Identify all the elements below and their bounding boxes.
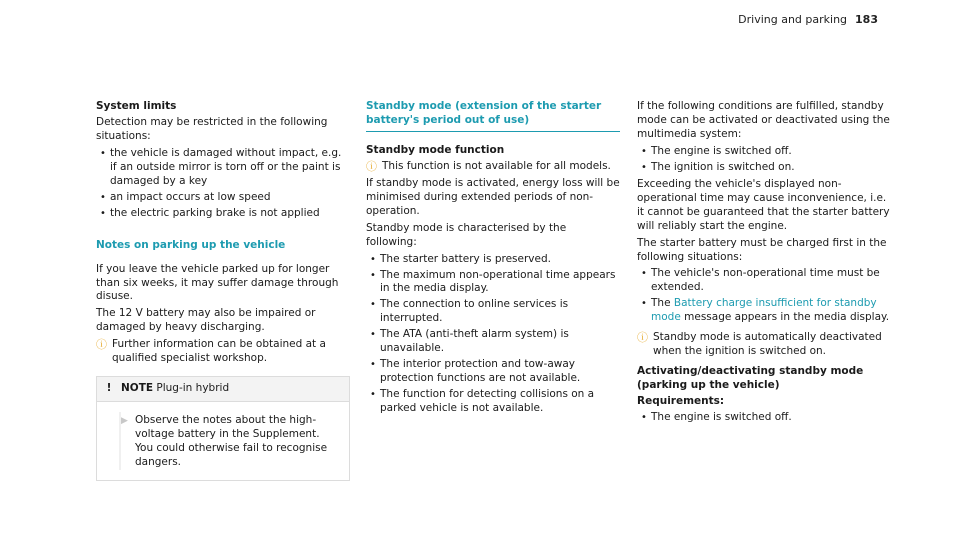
requirements-title: Requirements:: [637, 395, 725, 408]
note-subject: Plug-in hybrid: [156, 382, 230, 395]
list-item: • an impact occurs at low speed: [96, 191, 350, 205]
info-text: Further information can be obtained at a qualified specialist workshop.: [112, 338, 326, 365]
charge-paragraph: The starter battery must be charged first in the following situations:: [637, 236, 887, 263]
note-body: [97, 402, 349, 480]
info-icon: ⓘ: [96, 338, 107, 352]
list-item: • The engine is switched off.: [637, 411, 893, 425]
list-item-prefix: The: [651, 297, 671, 310]
column-2: [366, 100, 620, 419]
info-icon: ⓘ: [366, 159, 377, 173]
system-limits-list: [96, 147, 350, 221]
list-item: • The maximum non-operational time appears in the media display.: [366, 269, 620, 297]
conditions-list: [637, 145, 893, 175]
info-note: [96, 338, 350, 366]
standby-feature-list: [366, 253, 620, 416]
info-icon: ⓘ: [637, 331, 648, 345]
list-item: • the electric parking brake is not applied: [96, 207, 350, 221]
info-note: [637, 331, 893, 359]
note-header: [97, 377, 349, 402]
notes-paragraph-1: If you leave the vehicle parked up for longer than six weeks, it may suffer damage through disuse.: [96, 262, 339, 303]
list-item: • the vehicle is damaged without impact, e.g. if an outside mirror is torn off or the paint is damaged by a key: [96, 147, 350, 189]
list-item: • The function for detecting collisions on a parked vehicle is not available.: [366, 388, 620, 416]
info-text: Standby mode is automatically deactivated when the ignition is switched on.: [653, 331, 882, 358]
column-3: [637, 100, 893, 428]
exceeding-paragraph: Exceeding the vehicle's displayed non-operational time may cause inconvenience, i.e. it cannot be guaranteed that the starter battery will reliably start the engine.: [637, 177, 890, 232]
notes-paragraph-2: The 12 V battery may also be impaired or damaged by heavy discharging.: [96, 307, 316, 334]
list-item: • The ignition is switched on.: [637, 161, 893, 175]
list-item: • The ATA (anti-theft alarm system) is unavailable.: [366, 328, 620, 356]
notes-parking-title: Notes on parking up the vehicle: [96, 238, 286, 251]
list-item: • The interior protection and tow-away protection functions are not available.: [366, 358, 620, 386]
info-text: This function is not available for all models.: [382, 159, 611, 172]
note-step: [119, 412, 339, 470]
info-note: [366, 160, 620, 174]
note-label: NOTE: [121, 382, 154, 395]
column-1: [96, 100, 350, 481]
standby-paragraph-1: If standby mode is activated, energy loss will be minimised during extended periods of non-operation.: [366, 176, 620, 217]
list-item: • The vehicle's non-operational time must be extended.: [637, 267, 893, 295]
arrow-right-icon: ▶: [121, 416, 128, 427]
system-limits-title: System limits: [96, 100, 177, 112]
list-item-suffix: message appears in the media display.: [684, 311, 890, 324]
list-item: • The connection to online services is interrupted.: [366, 298, 620, 326]
activate-title: Activating/deactivating standby mode (parking up the vehicle): [637, 365, 864, 392]
section-title: Driving and parking: [738, 13, 848, 26]
list-item: [637, 297, 893, 325]
battery-message-link[interactable]: Battery charge insufficient for standby mode: [651, 297, 877, 324]
page-number: 183: [855, 13, 878, 26]
list-item: • The starter battery is preserved.: [366, 253, 620, 267]
note-step-text: Observe the notes about the high-voltage battery in the Supplement. You could otherwise fail to recognise dangers.: [135, 414, 328, 469]
exclamation-icon: !: [106, 382, 112, 395]
requirements-list: [637, 411, 893, 425]
system-limits-intro: Detection may be restricted in the following situations:: [96, 115, 328, 142]
conditions-intro: If the following conditions are fulfilled, standby mode can be activated or deactivated using the multimedia system:: [637, 100, 890, 140]
note-box: [96, 376, 350, 481]
standby-function-title: Standby mode function: [366, 143, 505, 156]
standby-section-title: Standby mode (extension of the starter battery's period out of use): [366, 100, 620, 132]
list-item: • The engine is switched off.: [637, 145, 893, 159]
page-header: [738, 13, 878, 28]
standby-paragraph-2: Standby mode is characterised by the following:: [366, 221, 567, 248]
charge-list: [637, 267, 893, 325]
